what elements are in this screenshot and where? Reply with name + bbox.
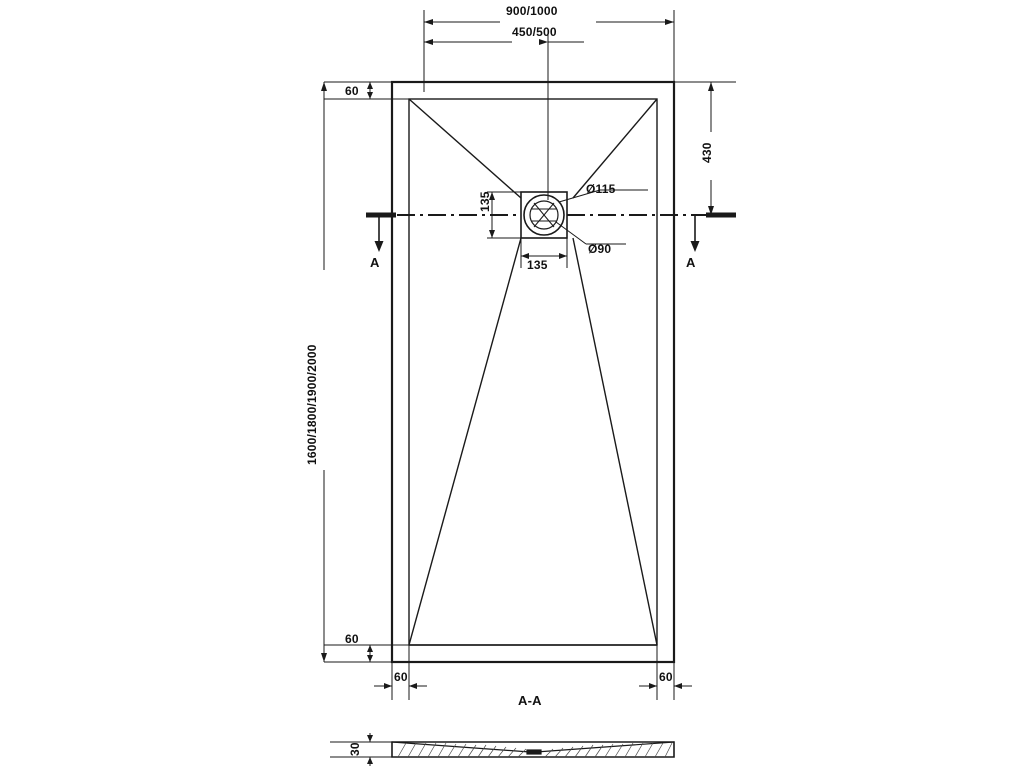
dim-label-edge-left: 60 — [394, 670, 408, 684]
dim-label-drain-from-left: 450/500 — [512, 25, 557, 39]
tray-outline — [392, 82, 674, 662]
dim-label-drain-outer-diameter: Ø115 — [586, 182, 616, 196]
dim-overall-width — [424, 10, 674, 92]
section-title-aa: A-A — [518, 693, 542, 708]
tray-slope-facets — [409, 99, 657, 645]
dim-label-drain-box-height: 135 — [478, 191, 492, 212]
dim-overall-length — [321, 82, 327, 662]
dim-label-drain-inner-diameter: Ø90 — [588, 242, 612, 256]
dim-label-drain-from-top: 430 — [700, 142, 714, 163]
dim-label-profile-thickness: 30 — [348, 742, 362, 756]
section-profile — [392, 742, 674, 757]
tray-inner-outline — [409, 99, 657, 645]
dim-edge-bottom — [324, 645, 409, 662]
dim-label-edge-bottom: 60 — [345, 632, 359, 646]
drain-assembly — [521, 192, 567, 238]
section-marker-right: A — [686, 255, 696, 270]
section-marker-left: A — [370, 255, 380, 270]
dim-label-edge-top: 60 — [345, 84, 359, 98]
dim-label-overall-width: 900/1000 — [506, 4, 558, 18]
dim-edge-top — [324, 82, 409, 99]
dim-label-drain-box-width: 135 — [527, 258, 548, 272]
dim-drain-from-left — [424, 30, 584, 200]
dim-label-overall-length: 1600/1800/1900/2000 — [305, 344, 319, 465]
dim-label-edge-right: 60 — [659, 670, 673, 684]
